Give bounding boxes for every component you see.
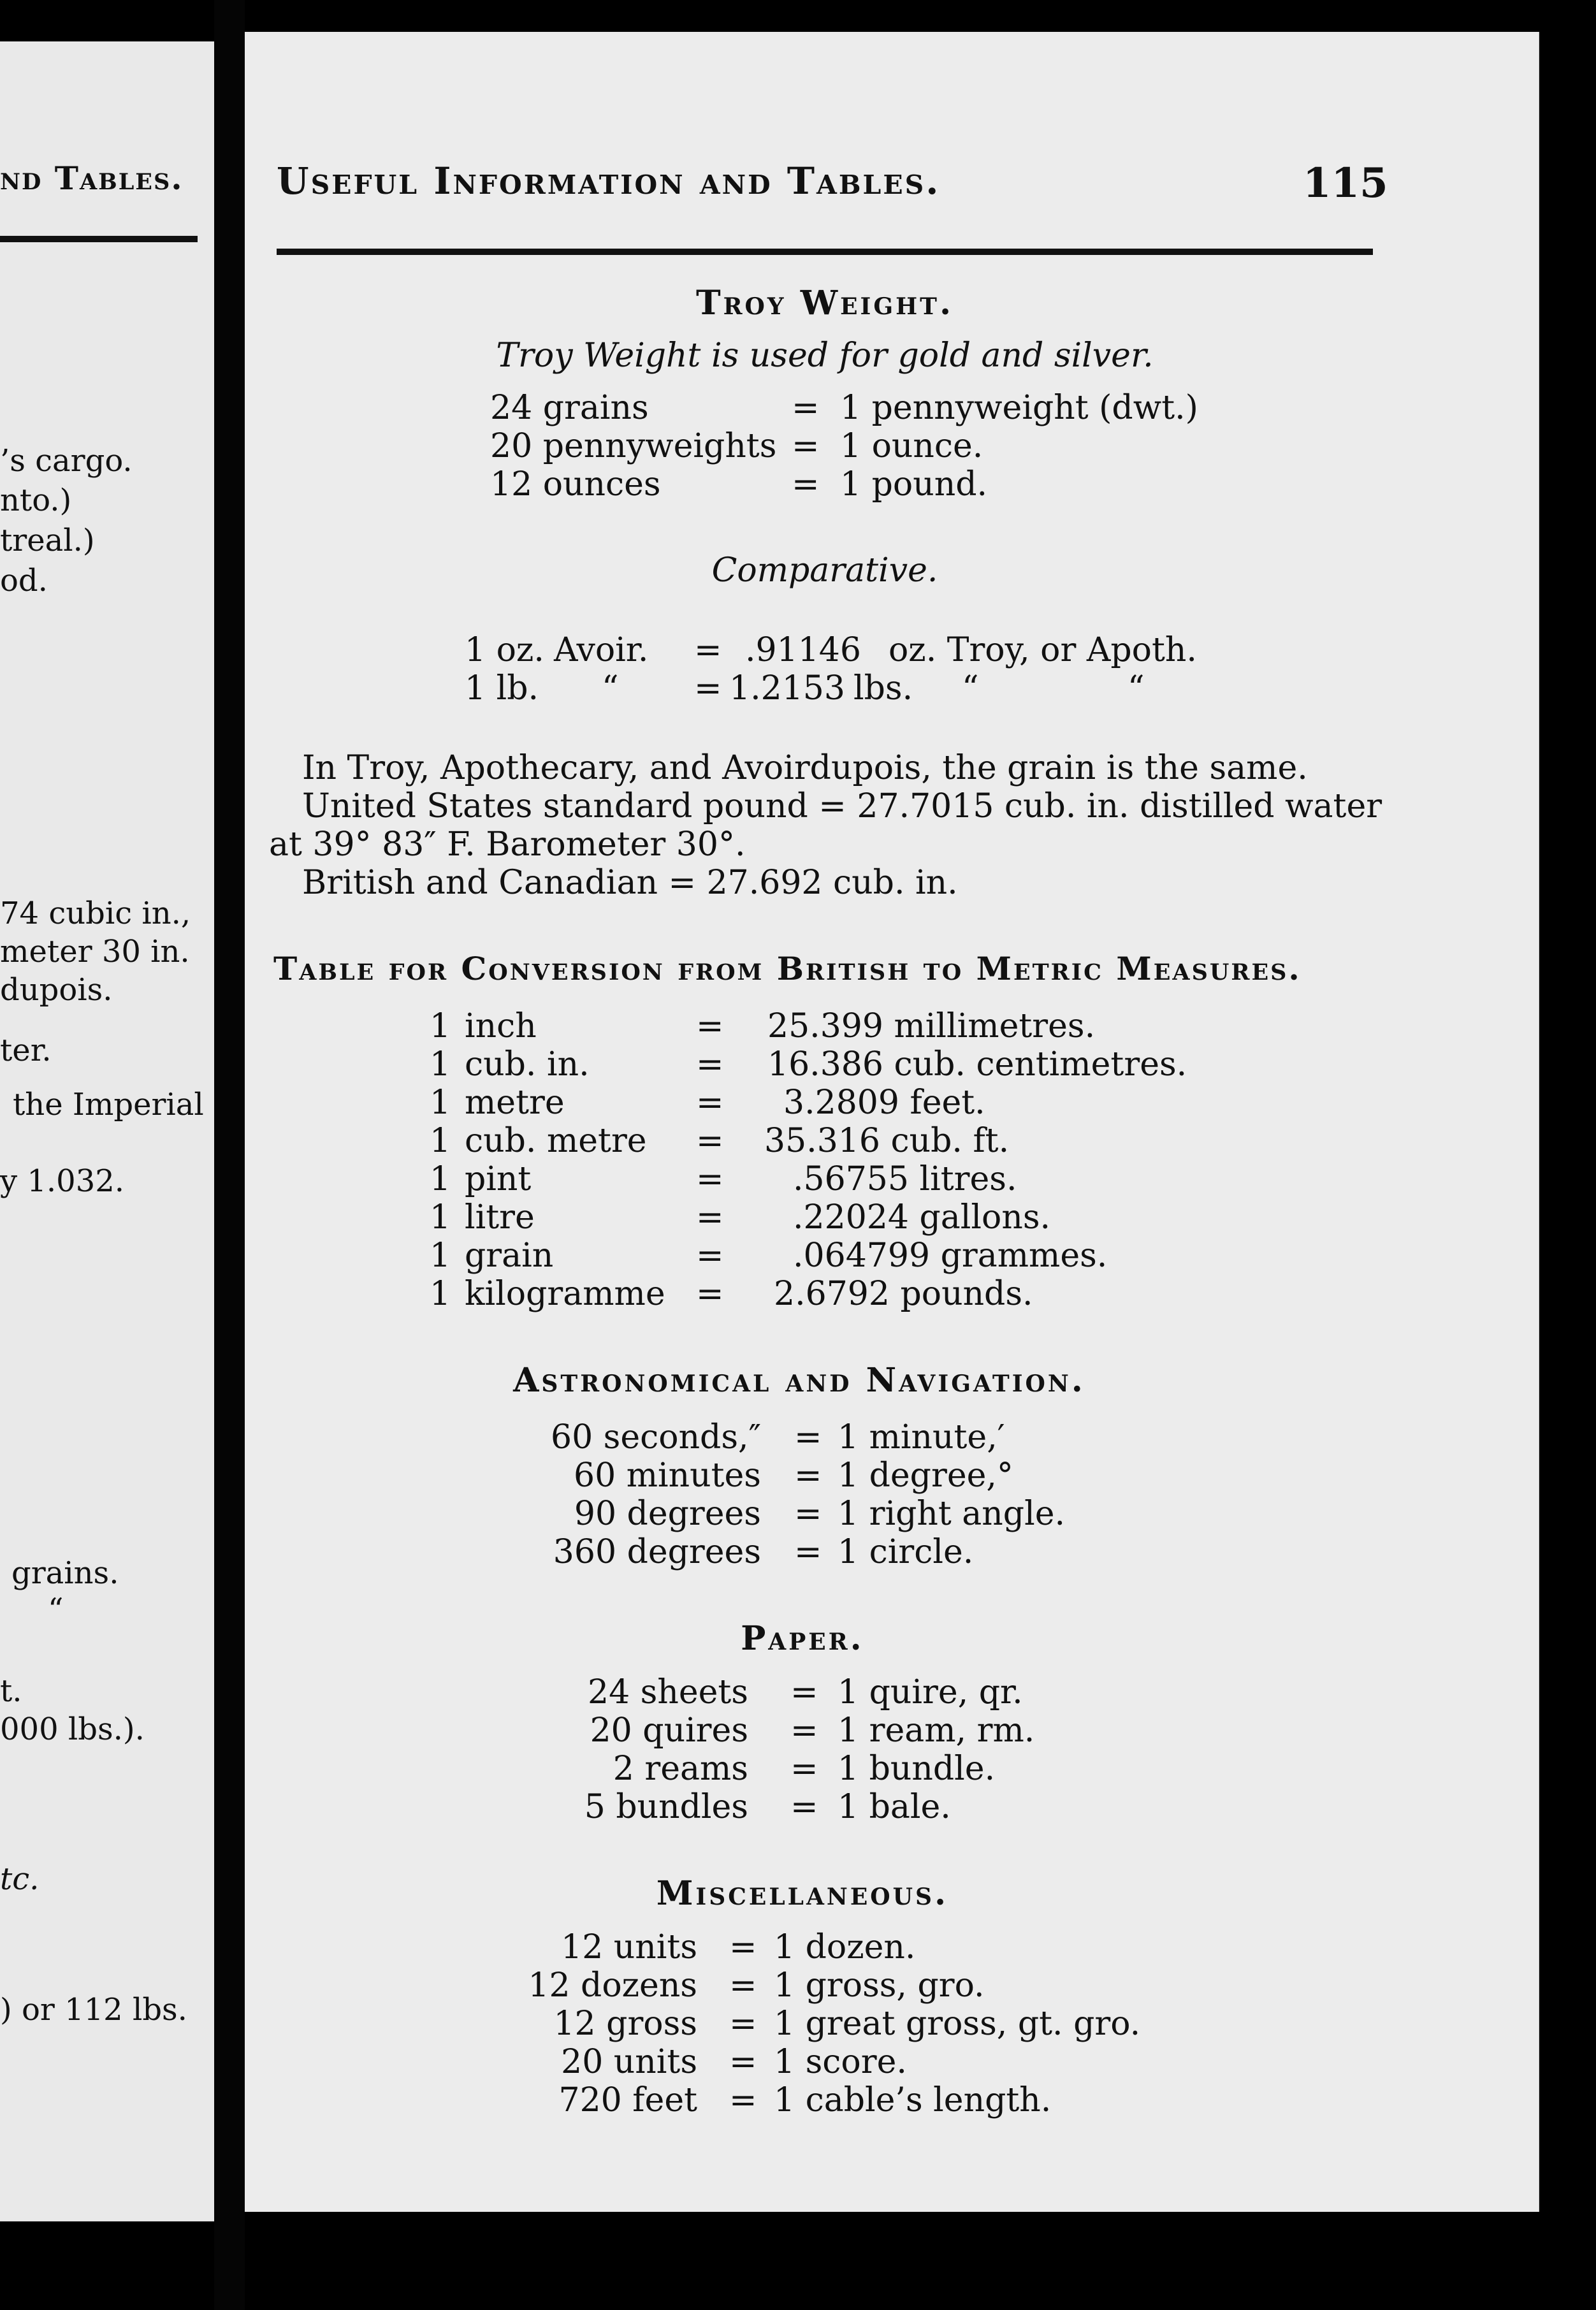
left-line: grains. bbox=[11, 1555, 119, 1591]
troy-weight-intro: Troy Weight is used for gold and silver. bbox=[496, 337, 1154, 375]
quantity-cell: 720 feet bbox=[558, 2081, 697, 2119]
equals-sign: = bbox=[694, 631, 722, 669]
paragraph-line: British and Canadian = 27.692 cub. in. bbox=[302, 864, 958, 902]
value-cell: 1 bale. bbox=[838, 1788, 951, 1826]
unit-cell: cub. metre bbox=[465, 1122, 647, 1160]
value-cell: 1 circle. bbox=[838, 1533, 974, 1571]
left-line: meter 30 in. bbox=[0, 934, 190, 970]
left-line: ’s cargo. bbox=[0, 443, 133, 479]
number-cell: 1 bbox=[430, 1198, 451, 1237]
left-line: 000 lbs.). bbox=[0, 1711, 145, 1747]
quantity-cell: 20 quires bbox=[590, 1711, 748, 1750]
equals-sign: = bbox=[696, 1198, 724, 1237]
number-cell: 1 bbox=[430, 1160, 451, 1198]
left-line: “ bbox=[48, 1592, 64, 1627]
equals-sign: = bbox=[696, 1007, 724, 1045]
value-cell: 1 ounce. bbox=[840, 427, 983, 465]
value-cell: 1 ream, rm. bbox=[838, 1711, 1035, 1750]
paper-heading: Paper. bbox=[741, 1619, 864, 1658]
comparative-basis: Avoir. bbox=[554, 631, 649, 669]
value-cell: 35.316 cub. ft. bbox=[764, 1122, 1010, 1160]
value-cell: .064799 grammes. bbox=[793, 1237, 1108, 1275]
left-line: the Imperial bbox=[13, 1087, 204, 1122]
main-page bbox=[245, 32, 1539, 2212]
running-head: Useful Information and Tables. bbox=[277, 159, 941, 203]
quantity-cell: 360 degrees bbox=[553, 1533, 761, 1571]
equals-sign: = bbox=[729, 2005, 757, 2043]
left-line: y 1.032. bbox=[0, 1163, 125, 1199]
quantity-cell: 12 dozens bbox=[528, 1966, 697, 2005]
equals-sign: = bbox=[792, 389, 820, 427]
value-cell: 1 quire, qr. bbox=[838, 1673, 1023, 1711]
header-rule bbox=[277, 249, 1373, 255]
ditto-mark: “ bbox=[1128, 669, 1145, 708]
equals-sign: = bbox=[794, 1533, 822, 1571]
equals-sign: = bbox=[696, 1275, 724, 1313]
equals-sign: = bbox=[729, 2043, 757, 2081]
quantity-cell: 60 seconds,″ bbox=[550, 1418, 761, 1456]
equals-sign: = bbox=[794, 1418, 822, 1456]
quantity-cell: 90 degrees bbox=[574, 1495, 761, 1533]
equals-sign: = bbox=[792, 427, 820, 465]
equals-sign: = bbox=[729, 2081, 757, 2119]
book-gutter bbox=[214, 0, 245, 2310]
comparative-unit: lbs. bbox=[853, 669, 913, 708]
comparative-unit: oz. Troy, or Apoth. bbox=[889, 631, 1197, 669]
value-cell: 1 gross, gro. bbox=[774, 1966, 985, 2005]
value-cell: 1 pound. bbox=[840, 465, 988, 504]
troy-weight-heading: Troy Weight. bbox=[695, 284, 954, 323]
paragraph-line: United States standard pound = 27.7015 cub. in. distilled water bbox=[302, 787, 1382, 825]
value-cell: 3.2809 feet. bbox=[783, 1084, 985, 1122]
quantity-cell: 20 units bbox=[561, 2043, 697, 2081]
value-cell: 1 minute,′ bbox=[838, 1418, 1005, 1456]
left-line: 74 cubic in., bbox=[0, 896, 191, 931]
value-cell: 1 cable’s length. bbox=[774, 2081, 1052, 2119]
comparative-value: 1.2153 bbox=[729, 669, 845, 708]
astronomical-heading: Astronomical and Navigation. bbox=[513, 1361, 1085, 1400]
equals-sign: = bbox=[790, 1711, 818, 1750]
equals-sign: = bbox=[696, 1160, 724, 1198]
quantity-cell: 12 ounces bbox=[490, 465, 661, 504]
left-header-rule bbox=[0, 236, 198, 242]
value-cell: 2.6792 pounds. bbox=[774, 1275, 1033, 1313]
comparative-heading: Comparative. bbox=[711, 551, 938, 590]
value-cell: 1 score. bbox=[774, 2043, 907, 2081]
quantity-cell: 24 grains bbox=[490, 389, 649, 427]
left-line: dupois. bbox=[0, 972, 113, 1008]
equals-sign: = bbox=[790, 1788, 818, 1826]
value-cell: 1 pennyweight (dwt.) bbox=[840, 389, 1198, 427]
unit-cell: grain bbox=[465, 1237, 554, 1275]
number-cell: 1 bbox=[430, 1007, 451, 1045]
comparative-amount: 1 lb. bbox=[465, 669, 539, 708]
value-cell: 1 bundle. bbox=[838, 1750, 996, 1788]
quantity-cell: 12 units bbox=[561, 1928, 697, 1966]
left-line: ter. bbox=[0, 1033, 52, 1068]
value-cell: 1 great gross, gt. gro. bbox=[774, 2005, 1141, 2043]
quantity-cell: 2 reams bbox=[613, 1750, 748, 1788]
left-page-fragment bbox=[0, 41, 214, 2221]
page-number: 115 bbox=[1303, 159, 1388, 207]
equals-sign: = bbox=[696, 1122, 724, 1160]
left-line: tc. bbox=[0, 1861, 40, 1897]
unit-cell: metre bbox=[465, 1084, 565, 1122]
equals-sign: = bbox=[794, 1456, 822, 1495]
unit-cell: inch bbox=[465, 1007, 537, 1045]
quantity-cell: 20 pennyweights bbox=[490, 427, 777, 465]
left-line: t. bbox=[0, 1673, 22, 1709]
left-line: od. bbox=[0, 563, 48, 599]
equals-sign: = bbox=[696, 1084, 724, 1122]
paragraph-line: In Troy, Apothecary, and Avoirdupois, the grain is the same. bbox=[302, 749, 1308, 787]
quantity-cell: 5 bundles bbox=[584, 1788, 748, 1826]
number-cell: 1 bbox=[430, 1122, 451, 1160]
equals-sign: = bbox=[790, 1750, 818, 1788]
number-cell: 1 bbox=[430, 1084, 451, 1122]
equals-sign: = bbox=[792, 465, 820, 504]
left-running-head: nd Tables. bbox=[0, 159, 184, 197]
value-cell: 1 degree,° bbox=[838, 1456, 1013, 1495]
paragraph-line: at 39° 83″ F. Barometer 30°. bbox=[269, 825, 746, 864]
number-cell: 1 bbox=[430, 1237, 451, 1275]
quantity-cell: 12 gross bbox=[553, 2005, 697, 2043]
unit-cell: pint bbox=[465, 1160, 532, 1198]
equals-sign: = bbox=[790, 1673, 818, 1711]
comparative-value: .91146 bbox=[745, 631, 861, 669]
equals-sign: = bbox=[696, 1237, 724, 1275]
value-cell: 25.399 millimetres. bbox=[767, 1007, 1096, 1045]
ditto-mark: “ bbox=[962, 669, 979, 708]
equals-sign: = bbox=[694, 669, 722, 708]
equals-sign: = bbox=[729, 1928, 757, 1966]
equals-sign: = bbox=[729, 1966, 757, 2005]
unit-cell: kilogramme bbox=[465, 1275, 665, 1313]
value-cell: 16.386 cub. centimetres. bbox=[767, 1045, 1187, 1084]
unit-cell: litre bbox=[465, 1198, 535, 1237]
left-line: nto.) bbox=[0, 483, 72, 518]
comparative-amount: 1 oz. bbox=[465, 631, 544, 669]
value-cell: .22024 gallons. bbox=[793, 1198, 1051, 1237]
ditto-mark: “ bbox=[602, 669, 619, 708]
left-line: treal.) bbox=[0, 523, 95, 558]
left-line: ) or 112 lbs. bbox=[0, 1992, 187, 2028]
value-cell: 1 right angle. bbox=[838, 1495, 1066, 1533]
value-cell: 1 dozen. bbox=[774, 1928, 916, 1966]
miscellaneous-heading: Miscellaneous. bbox=[656, 1874, 949, 1913]
value-cell: .56755 litres. bbox=[793, 1160, 1017, 1198]
unit-cell: cub. in. bbox=[465, 1045, 590, 1084]
equals-sign: = bbox=[794, 1495, 822, 1533]
conversion-heading: Table for Conversion from British to Metric Measures. bbox=[273, 950, 1302, 987]
number-cell: 1 bbox=[430, 1045, 451, 1084]
quantity-cell: 24 sheets bbox=[587, 1673, 748, 1711]
number-cell: 1 bbox=[430, 1275, 451, 1313]
equals-sign: = bbox=[696, 1045, 724, 1084]
quantity-cell: 60 minutes bbox=[574, 1456, 761, 1495]
